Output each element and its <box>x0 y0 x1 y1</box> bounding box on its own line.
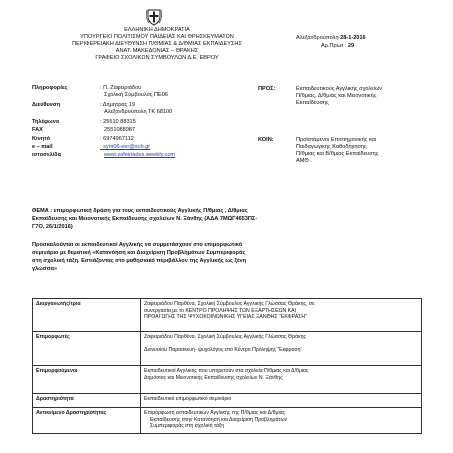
row-value-line: συνεργασία με το ΚΕΝΤΡΟ ΠΡΟΛΗΨΗΣ ΤΩΝ ΕΞΑΡΤΗΣΕΩΝ ΚΑΙ <box>144 307 296 314</box>
email-value[interactable]: : sym06-evr@sch.gr <box>100 144 151 150</box>
table-row <box>33 332 422 366</box>
row-value-line: Ζαφειριάδου Παρθένα, Σχολική Σύμβουλος Αγγλικής Γλώσσας Θράκης <box>144 334 307 340</box>
subject-line: Γ7Ο, 26/1/2016) <box>32 224 73 230</box>
table-row <box>33 394 422 408</box>
row-value <box>141 394 422 408</box>
cc-line: Π/θμιας και Β/θμιας Εκπαίδευσης <box>296 151 379 157</box>
fax-label: FAX <box>32 127 43 133</box>
protocol-number <box>321 43 354 50</box>
mobile-label: Κινητό <box>32 136 51 142</box>
table-row <box>33 366 422 394</box>
subject-line: ΘΕΜΑ : επιμορφωτική δράση για τους εκπαιδευτικούς Αγγλικής Π/θμιας , Δ/θμιας <box>32 208 248 214</box>
website-label: ιστοσελίδα <box>32 152 62 158</box>
email-label: e – mail <box>32 144 53 150</box>
info-value-title: Σχολική Σύμβουλος ΠΕ06 <box>104 92 168 98</box>
email-link[interactable] <box>100 144 150 151</box>
table-row <box>33 408 422 434</box>
row-value <box>141 299 422 332</box>
info-value: : Π. Ζαφειριάδου <box>100 85 142 91</box>
header-line-office: ΓΡΑΦΕΙΟ ΣΧΟΛΙΚΩΝ ΣΥΜΒΟΥΛΩΝ Δ.Ε. ΕΒΡΟΥ <box>95 55 219 61</box>
to-label: ΠΡΟΣ: <box>258 86 276 92</box>
header-line-country: ΕΛΛΗΝΙΚΗ ΔΗΜΟΚΡΑΤΙΑ <box>124 27 190 33</box>
protocol-label: Αρ.Πρωτ : <box>321 43 347 49</box>
document-date <box>296 35 366 42</box>
website-link[interactable]: www.zafeiriades.weebly.com <box>104 152 176 158</box>
to-line: Π/θμιας, Δ/θμιας και Μειονοτικής <box>296 93 377 99</box>
row-value <box>141 332 422 366</box>
mobile-value: : 6974967112 <box>100 136 134 142</box>
subject-line: Εκπαίδευσης και Μειονοτικής Εκπαίδευσης σχολείων Ν. Ξάνθης (ΑΔΑ 7ΜΩΓ4653ΠΣ- <box>32 216 258 222</box>
header-line-directorate: ΠΕΡΙΦΕΡΕΙΑΚΗ ΔΙΕΥΘΥΝΣΗ Π/ΘΜΙΑΣ & Δ/ΘΜΙΑΣ ΕΚΠΑΙΔΕΥΣΗΣ <box>72 41 242 47</box>
header-line-ministry: ΥΠΟΥΡΓΕΙΟ ΠΟΛΙΤΙΣΜΟΥ ΠΑΙΔΕΙΑΣ ΚΑΙ ΘΡΗΣΚΕΥΜΑΤΩΝ <box>80 34 234 40</box>
invitation-line: Προσκαλούνται οι εκπαιδευτικοί Αγγλικής να συμμετάσχουν στο επιμορφωτικό <box>32 242 243 248</box>
cc-line: ΑΜΘ <box>296 158 309 164</box>
row-value <box>141 408 422 434</box>
to-line: Εκπαιδευτικούς Αγγλικής σχολείων <box>296 86 383 92</box>
cc-label: ΚΟΙΝ: <box>258 137 274 143</box>
invitation-line: στη σχολική τάξη. Εστιάζοντας στο μαθησιακό περιβάλλον της Αγγλικής ως ξένη <box>32 258 247 264</box>
address-label: Διεύθυνση <box>32 102 61 108</box>
invitation-line: σεμινάριο με θεματική «Κατανόηση και Διαχείριση Προβλημάτων Συμπεριφοράς <box>32 250 246 256</box>
cc-line: Προϊστάμενοι Επιστημονικής και <box>296 137 377 143</box>
invitation-line: γλώσσα» <box>32 266 58 272</box>
seminar-details-table <box>32 298 422 434</box>
address-street: : Δήμητρας 19 <box>100 102 136 108</box>
row-value-line: Επιμόρφωση εκπαιδευτικών Αγγλικής της Π/θμιας και Δ/θμιας <box>144 410 286 416</box>
fax-value: 2551088987 <box>104 127 136 133</box>
greek-crest-icon <box>146 8 162 26</box>
place-label: Αλεξανδρούπολη <box>296 35 339 41</box>
row-label: Δραστηριότητα <box>33 394 141 408</box>
row-value-line: ΠΡΟΑΓΩΓΗΣ ΤΗΣ ΨΥΧΟΚΟΙΝΩΝΙΚΗΣ ΥΓΕΙΑΣ ΞΑΝΘΗΣ "ΕΚΦΡΑΣΗ" <box>144 314 307 321</box>
to-line: Εκπαίδευσης <box>296 100 329 106</box>
row-value-line: Συμπεριφοράς στη σχολική τάξη <box>150 423 225 430</box>
row-value-line: Ζαφειριάδου Παρθένα, Σχολική Σύμβουλος Αγγλικής Γλώσσας Θράκης, σε <box>144 301 315 307</box>
table-row <box>33 299 422 332</box>
protocol-value: 29 <box>347 43 355 49</box>
row-label: Διοργανωτής/τρια <box>33 299 141 332</box>
row-value-line: Εκπαίδευσης στην Κατανόηση και Διαχείριση Προβλημάτων <box>150 416 288 423</box>
row-label: Επιμορφωτές <box>33 332 141 366</box>
row-value <box>141 366 422 394</box>
address-city: Αλεξανδρούπολη ΤΚ 68100 <box>104 109 173 115</box>
cc-line: Παιδαγωγικής Καθοδήγησης <box>296 144 367 150</box>
date-value: 28-1-2016 <box>340 35 366 41</box>
row-value-line: Δημόσιας και Μειονοτικής Εκπαίδευσης σχολείων Ν. Ξάνθης <box>144 374 283 381</box>
phone-label: Τηλέφωνο <box>32 119 60 125</box>
row-value-line: Εκπαιδευτικοί Αγγλικής που υπηρετούν στα σχολεία Π/θμιας και Δ/θμιας <box>144 368 309 374</box>
row-label: Αντικείμενο Δραστηριότητας <box>33 408 141 434</box>
row-value-line: Εκπαιδευτικό επιμορφωτικό σεμινάριο <box>144 396 232 402</box>
row-value-line: Διονυσίου Παρασκευή- ψυχολόγος στο Κέντρο Πρόληψης 'Έκφραση' <box>144 347 302 354</box>
header-line-region: ΑΝΑΤ. ΜΑΚΕΔΟΝΙΑΣ – ΘΡΑΚΗΣ <box>115 48 199 54</box>
phone-value: : 25510 88315 <box>100 119 136 125</box>
info-label: Πληροφορίες <box>32 85 68 91</box>
row-label: Επιμορφούμενοι <box>33 366 141 394</box>
